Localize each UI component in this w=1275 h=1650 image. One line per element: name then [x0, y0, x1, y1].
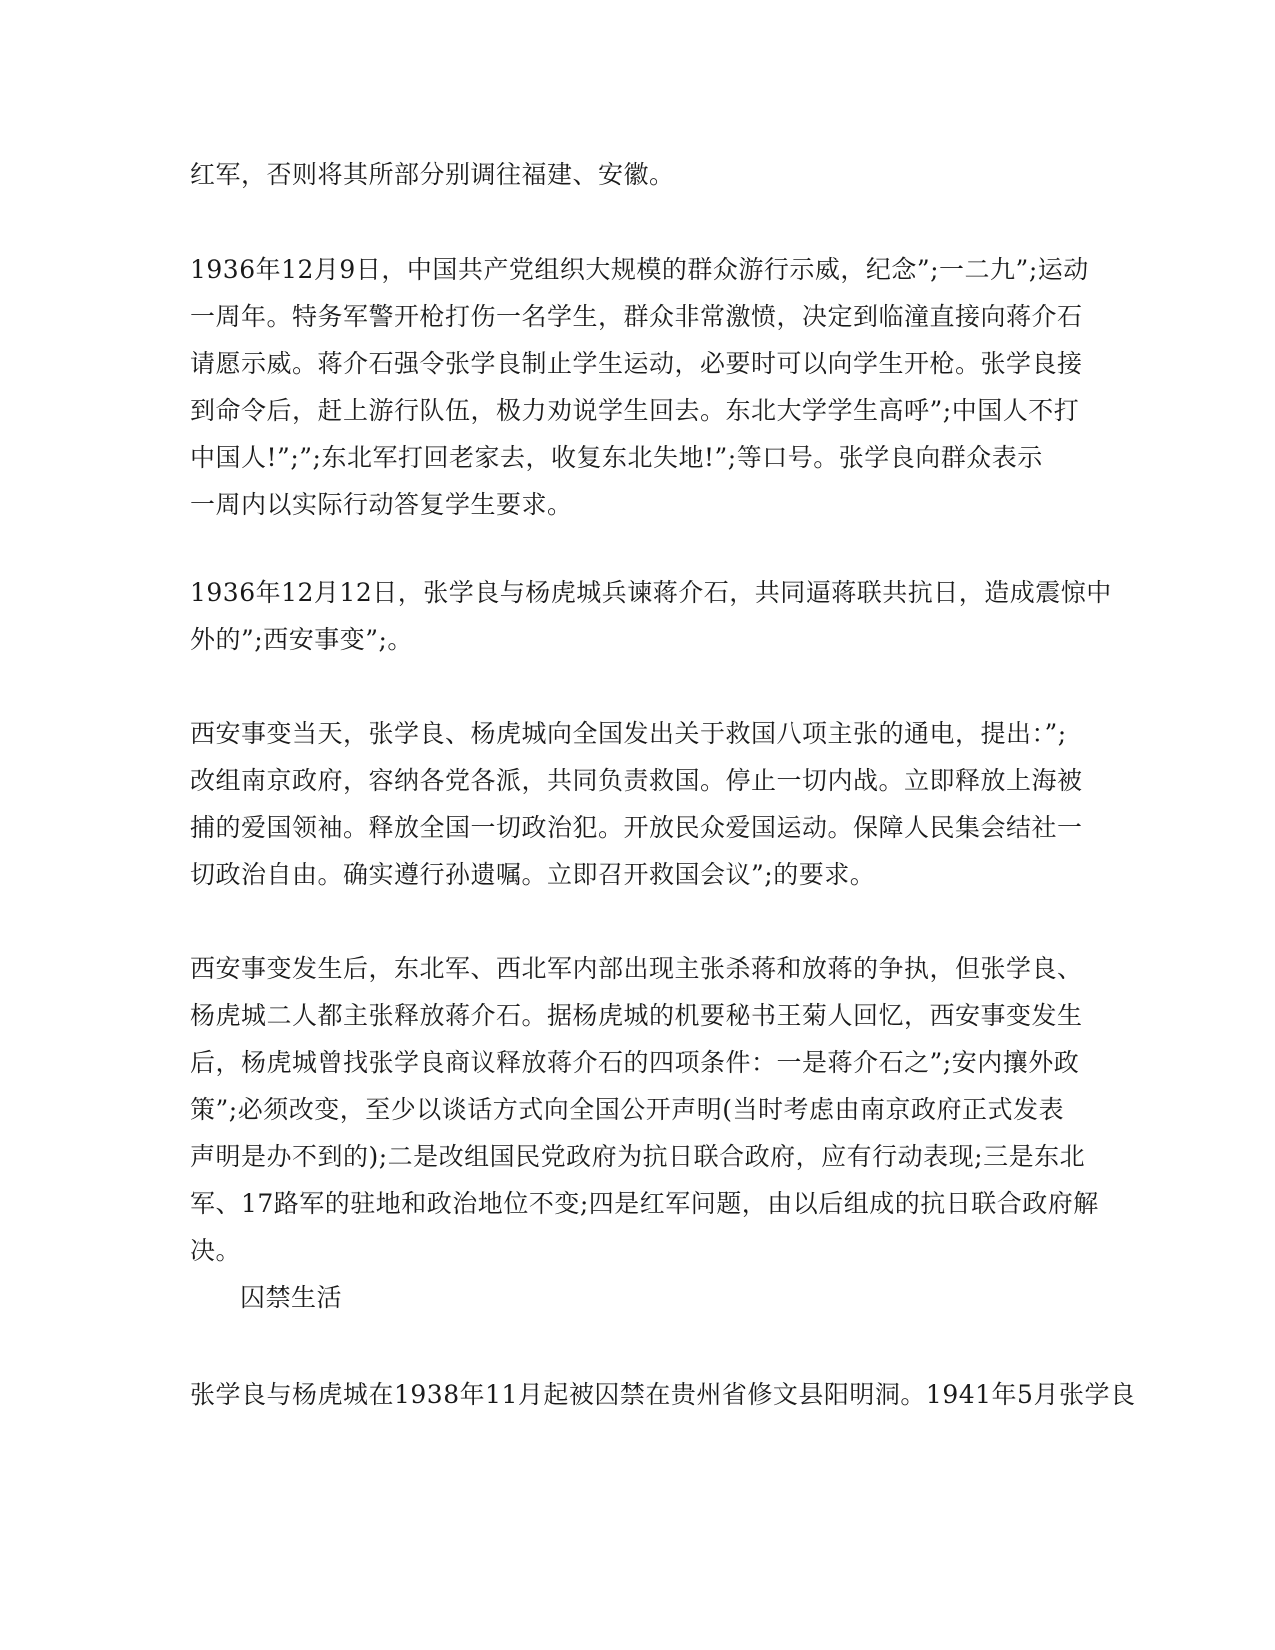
text-line: 策”;必须改变，至少以谈话方式向全国公开声明(当时考虑由南京政府正式发表	[190, 1095, 1064, 1124]
text-line: 红军，否则将其所部分别调往福建、安徽。	[190, 160, 675, 189]
text-line: 杨虎城二人都主张释放蒋介石。据杨虎城的机要秘书王菊人回忆，西安事变发生	[190, 1001, 1083, 1030]
text-line: 切政治自由。确实遵行孙遗嘱。立即召开救国会议”;的要求。	[190, 860, 876, 889]
text-line: 声明是办不到的);二是改组国民党政府为抗日联合政府，应有行动表现;三是东北	[190, 1142, 1086, 1171]
text-line: 到命令后，赶上游行队伍，极力劝说学生回去。东北大学学生高呼”;中国人不打	[190, 396, 1080, 425]
text-line: 后，杨虎城曾找张学良商议释放蒋介石的四项条件：一是蒋介石之”;安内攘外政	[190, 1048, 1080, 1077]
section-heading: 囚禁生活	[240, 1283, 343, 1312]
text-line: 决。	[190, 1236, 242, 1265]
text-line: 西安事变当天，张学良、杨虎城向全国发出关于救国八项主张的通电，提出：”;	[190, 719, 1067, 748]
text-line: 一周年。特务军警开枪打伤一名学生，群众非常激愤，决定到临潼直接向蒋介石	[190, 302, 1083, 331]
text-line: 1936年12月9日，中国共产党组织大规模的群众游行示威，纪念”;一二九”;运动	[190, 255, 1089, 284]
text-line: 捕的爱国领袖。释放全国一切政治犯。开放民众爱国运动。保障人民集会结社一	[190, 813, 1083, 842]
text-line: 西安事变发生后，东北军、西北军内部出现主张杀蒋和放蒋的争执，但张学良、	[190, 954, 1083, 983]
text-line: 1936年12月12日，张学良与杨虎城兵谏蒋介石，共同逼蒋联共抗日，造成震惊中	[190, 578, 1112, 607]
text-line: 军、17路军的驻地和政治地位不变;四是红军问题，由以后组成的抗日联合政府解	[190, 1189, 1099, 1218]
text-line: 张学良与杨虎城在1938年11月起被囚禁在贵州省修文县阳明洞。1941年5月张学良	[190, 1380, 1136, 1409]
text-line: 改组南京政府，容纳各党各派，共同负责救国。停止一切内战。立即释放上海被	[190, 766, 1083, 795]
text-line: 请愿示威。蒋介石强令张学良制止学生运动，必要时可以向学生开枪。张学良接	[190, 349, 1083, 378]
text-line: 一周内以实际行动答复学生要求。	[190, 490, 573, 519]
text-line: 中国人!”;”;东北军打回老家去，收复东北失地!”;等口号。张学良向群众表示	[190, 443, 1043, 472]
text-line: 外的”;西安事变”;。	[190, 625, 413, 654]
